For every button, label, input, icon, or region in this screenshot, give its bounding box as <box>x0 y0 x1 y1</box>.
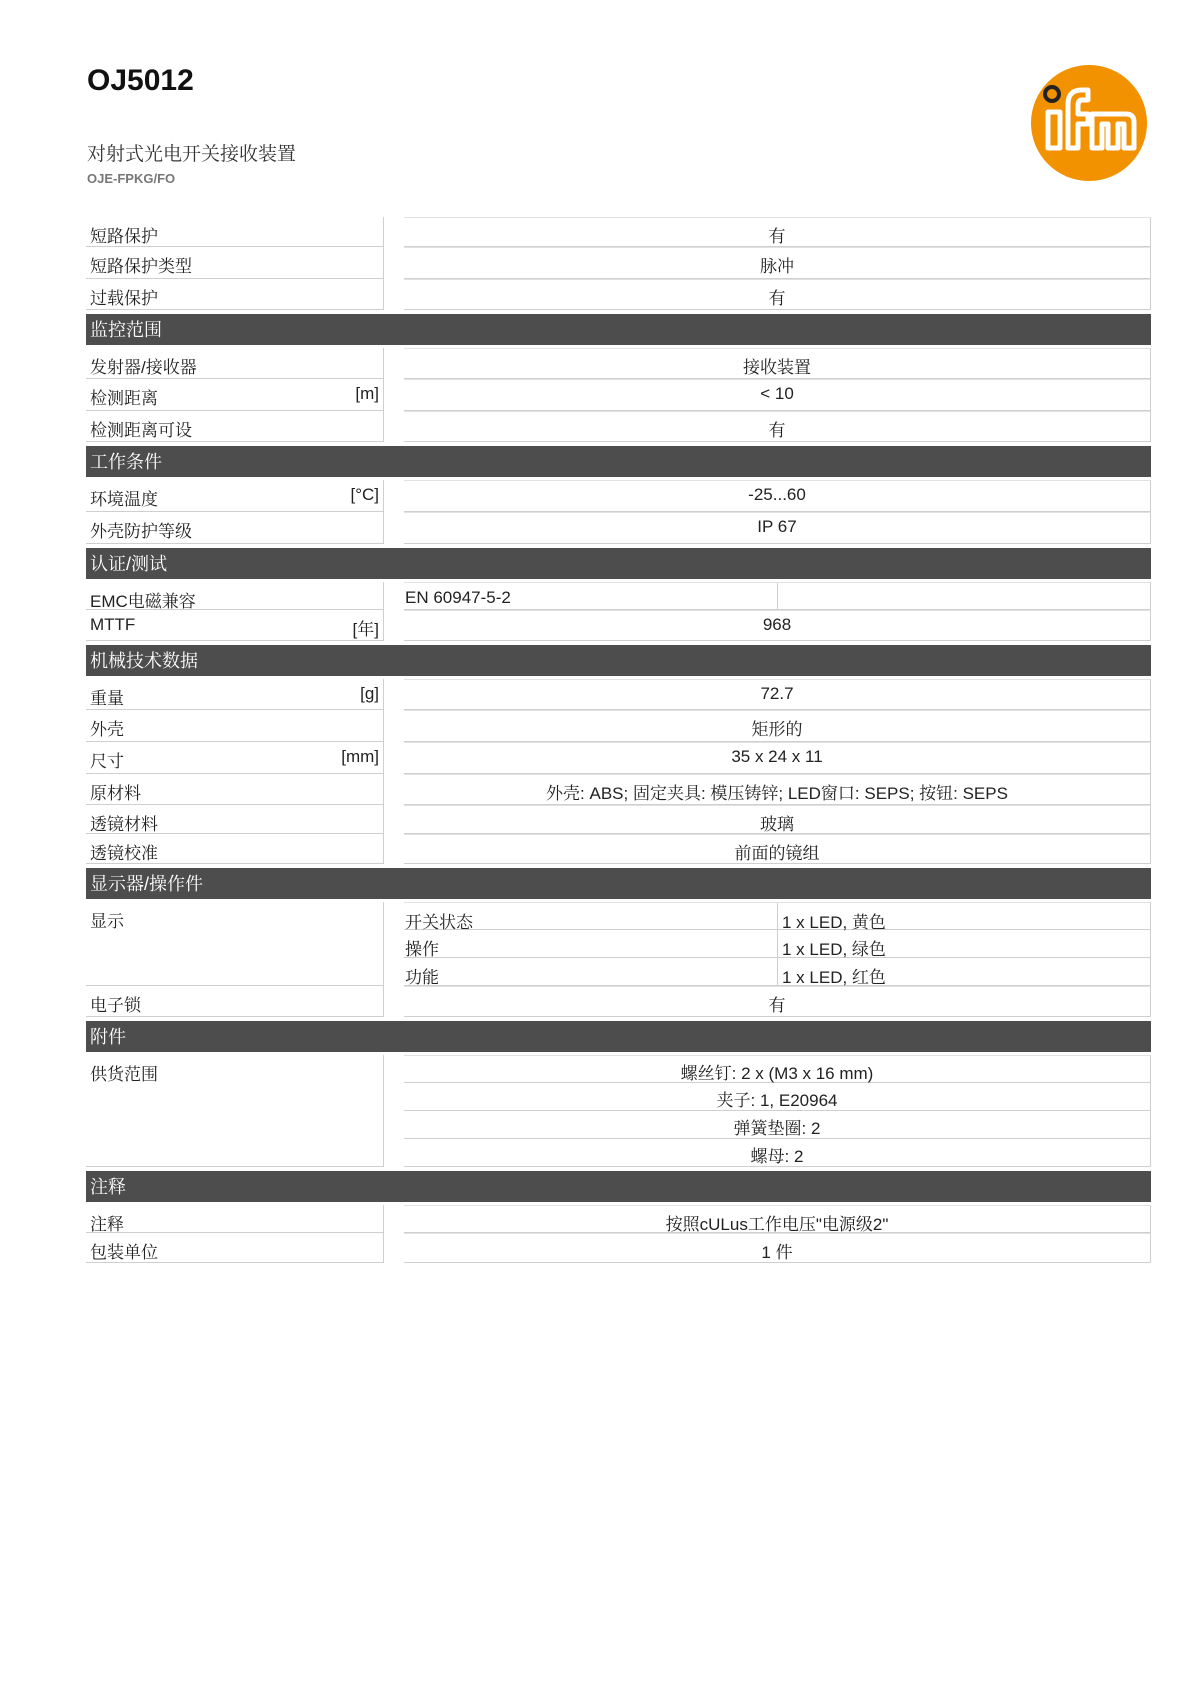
row-label: 电子锁 <box>90 996 141 1015</box>
row-label: 过载保护 <box>90 289 158 308</box>
display-item-key: 开关状态 <box>405 913 473 932</box>
row-label: 重量 <box>90 689 124 708</box>
row-value: 有 <box>404 986 1151 1017</box>
article-code: OJE-FPKG/FO <box>87 171 176 186</box>
row-value: 脉冲 <box>404 247 1151 279</box>
scope-item: 螺丝钉: 2 x (M3 x 16 mm) <box>404 1055 1151 1083</box>
scope-item: 螺母: 2 <box>404 1139 1151 1167</box>
display-item-key: 操作 <box>405 940 439 959</box>
row-value: < 10 <box>404 379 1151 411</box>
row-value: 1 件 <box>404 1233 1151 1263</box>
row-value: 玻璃 <box>404 805 1151 834</box>
section-header-operating: 工作条件 <box>86 446 1151 477</box>
display-item <box>404 902 1151 930</box>
product-code: OJ5012 <box>87 64 194 97</box>
table-row <box>86 512 1151 544</box>
section-header-display: 显示器/操作件 <box>86 868 1151 899</box>
emc-standard: EN 60947-5-2 <box>405 588 511 607</box>
row-label: 外壳防护等级 <box>90 522 192 541</box>
table-row <box>86 247 1151 279</box>
section-header-remarks: 注释 <box>86 1171 1151 1202</box>
table-row <box>86 582 1151 610</box>
row-value: 有 <box>404 217 1151 247</box>
scope-item: 弹簧垫圈: 2 <box>404 1111 1151 1139</box>
row-label: 检测距离可设 <box>90 421 192 440</box>
display-item-value: 1 x LED, 绿色 <box>782 940 886 959</box>
display-item <box>404 930 1151 958</box>
table-row <box>86 610 1151 641</box>
row-unit: [g] <box>360 684 379 703</box>
scope-item: 夹子: 1, E20964 <box>404 1083 1151 1111</box>
row-unit: [m] <box>355 384 379 403</box>
section-header-accessories: 附件 <box>86 1021 1151 1052</box>
row-value: 有 <box>404 279 1151 310</box>
row-value: 72.7 <box>404 679 1151 710</box>
row-unit: [年] <box>352 620 379 639</box>
row-value: 按照cULus工作电压"电源级2" <box>404 1205 1151 1233</box>
row-label: 透镜校准 <box>90 844 158 863</box>
row-value: IP 67 <box>404 512 1151 544</box>
row-value: 矩形的 <box>404 710 1151 742</box>
table-row <box>86 1205 1151 1233</box>
row-label: 注释 <box>90 1215 124 1234</box>
section-header-mechanical: 机械技术数据 <box>86 645 1151 676</box>
table-row <box>86 279 1151 310</box>
row-label: 短路保护 <box>90 227 158 246</box>
table-row <box>86 480 1151 512</box>
row-value: 接收装置 <box>404 348 1151 379</box>
display-item <box>404 958 1151 986</box>
row-label: 透镜材料 <box>90 815 158 834</box>
row-label: 短路保护类型 <box>90 257 192 276</box>
row-label: 显示 <box>90 912 124 931</box>
row-value: 前面的镜组 <box>404 834 1151 864</box>
row-label: 供货范围 <box>90 1065 158 1084</box>
table-row <box>86 774 1151 805</box>
display-item-value: 1 x LED, 黄色 <box>782 913 886 932</box>
row-value: 968 <box>404 610 1151 641</box>
table-row <box>86 679 1151 710</box>
table-row <box>86 742 1151 774</box>
row-label: 包装单位 <box>90 1243 158 1262</box>
row-label: MTTF <box>90 615 136 634</box>
row-value: 35 x 24 x 11 <box>404 742 1151 774</box>
row-unit: [°C] <box>350 485 379 504</box>
row-value: 外壳: ABS; 固定夹具: 模压铸锌; LED窗口: SEPS; 按钮: SEPS <box>404 774 1151 805</box>
table-row <box>86 902 1151 986</box>
row-label: 发射器/接收器 <box>90 358 197 377</box>
product-description: 对射式光电开关接收装置 <box>87 144 297 165</box>
display-item-key: 功能 <box>405 968 439 987</box>
section-header-monitoring: 监控范围 <box>86 314 1151 345</box>
row-label: 原材料 <box>90 784 141 803</box>
table-row <box>86 348 1151 379</box>
section-header-approvals: 认证/测试 <box>86 548 1151 579</box>
row-label: 检测距离 <box>90 389 158 408</box>
row-value: 有 <box>404 411 1151 442</box>
table-row <box>86 834 1151 864</box>
row-unit: [mm] <box>341 747 379 766</box>
row-label: 外壳 <box>90 720 124 739</box>
table-row <box>86 986 1151 1017</box>
row-label: 尺寸 <box>90 752 124 771</box>
row-value: -25...60 <box>404 480 1151 512</box>
table-row <box>86 411 1151 442</box>
table-row <box>86 1055 1151 1167</box>
datasheet-table <box>86 217 1151 1263</box>
row-label: EMC电磁兼容 <box>90 592 196 611</box>
table-row <box>86 805 1151 834</box>
display-item-value: 1 x LED, 红色 <box>782 968 886 987</box>
row-label: 环境温度 <box>90 490 158 509</box>
ifm-logo <box>1030 64 1148 182</box>
table-row <box>86 217 1151 247</box>
table-row <box>86 710 1151 742</box>
table-row <box>86 1233 1151 1263</box>
table-row <box>86 379 1151 411</box>
